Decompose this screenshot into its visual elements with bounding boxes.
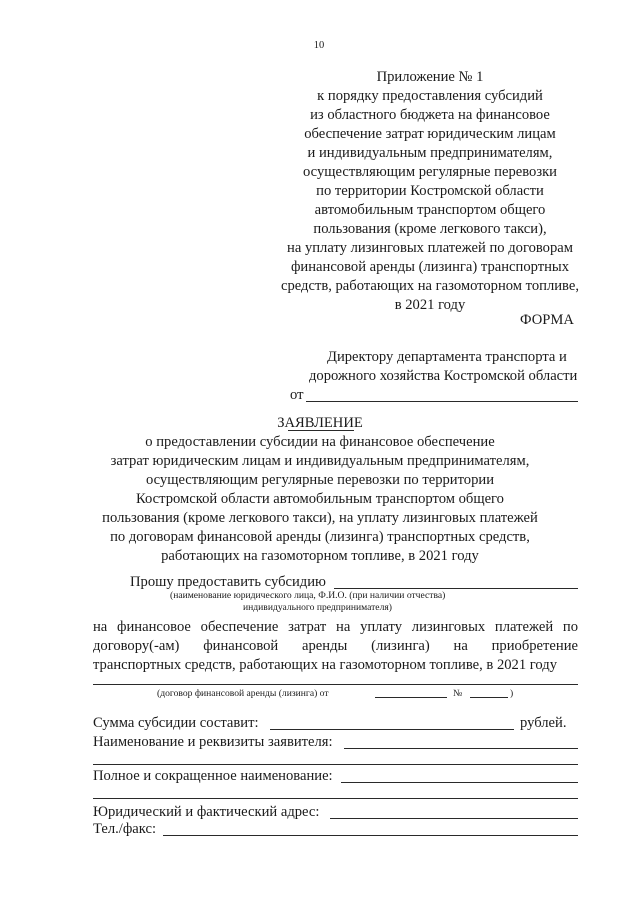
appendix-line: финансовой аренды (лизинга) транспортных [290, 259, 570, 275]
contract-date-field[interactable] [375, 697, 447, 698]
subtitle-line: пользования (кроме легкового такси), на уплату лизинговых платежей [102, 510, 538, 526]
request-body-line-3: транспортных средств, работающих на газомоторном топливе, в 2021 году [93, 657, 558, 673]
applicant-name-field[interactable] [334, 588, 578, 589]
applicant-name-hint-1: (наименование юридического лица, Ф.И.О. (при наличии отчества) [170, 590, 446, 601]
request-label: Прошу предоставить субсидию [130, 574, 326, 590]
subsidy-amount-label: Сумма субсидии составит: [93, 715, 259, 731]
subtitle-line: Костромской области автомобильным транспортом общего [136, 491, 504, 507]
request-body-line-1: на финансовое обеспечение затрат на уплату лизинговых платежей по [93, 619, 578, 635]
appendix-line: по территории Костромской области [316, 183, 544, 199]
contract-field[interactable] [93, 684, 578, 685]
phone-fax-label: Тел./факс: [93, 821, 157, 837]
appendix-line: средств, работающих на газомоторном топливе, [280, 278, 579, 294]
addressee-line-2: дорожного хозяйства Костромской области [309, 368, 578, 384]
address-field[interactable] [330, 818, 578, 819]
contract-hint-suffix: ) [510, 688, 514, 699]
appendix-line: и индивидуальным предпринимателям, [307, 145, 553, 161]
appendix-line: в 2021 году [394, 297, 466, 313]
contract-number-field[interactable] [470, 697, 508, 698]
full-short-name-label: Полное и сокращенное наименование: [93, 768, 333, 784]
full-short-name-field[interactable] [341, 782, 578, 783]
subtitle-line: работающих на газомоторном топливе, в 2021 году [161, 548, 479, 564]
appendix-line: на уплату лизинговых платежей по договорам [287, 240, 573, 256]
subsidy-amount-unit: рублей. [520, 715, 567, 731]
appendix-line: к порядку предоставления субсидий [317, 88, 543, 104]
subtitle-line: осуществляющим регулярные перевозки по территории [145, 472, 495, 488]
phone-fax-field[interactable] [163, 835, 578, 836]
applicant-details-field[interactable] [344, 748, 578, 749]
appendix-line: Приложение № 1 [376, 69, 484, 85]
addressee-from-field[interactable] [306, 401, 578, 402]
contract-hint-prefix: (договор финансовой аренды (лизинга) от [157, 688, 329, 699]
addressee-from-label: от [290, 387, 304, 403]
title-underline [288, 430, 354, 431]
address-label: Юридический и фактический адрес: [93, 804, 320, 820]
addressee-line-1: Директору департамента транспорта и [327, 349, 567, 365]
appendix-line: осуществляющим регулярные перевозки [303, 164, 557, 180]
appendix-line: из областного бюджета на финансовое [310, 107, 550, 123]
appendix-line: пользования (кроме легкового такси), [313, 221, 547, 237]
applicant-name-hint-2: индивидуального предпринимателя) [243, 602, 392, 613]
subsidy-amount-field[interactable] [270, 729, 514, 730]
appendix-line: обеспечение затрат юридическим лицам [304, 126, 556, 142]
full-short-name-field-2[interactable] [93, 798, 578, 799]
contract-hint-no: № [453, 688, 463, 699]
applicant-details-label: Наименование и реквизиты заявителя: [93, 734, 333, 750]
form-label: ФОРМА [520, 312, 574, 328]
subtitle-line: затрат юридическим лицам и индивидуальным предпринимателям, [110, 453, 530, 469]
subtitle-line: о предоставлении субсидии на финансовое обеспечение [145, 434, 495, 450]
request-body-line-2: договору(-ам) финансовой аренды (лизинга) на приобретение [93, 638, 578, 654]
document-title: ЗАЯВЛЕНИЕ [277, 415, 363, 431]
appendix-line: автомобильным транспортом общего [314, 202, 546, 218]
page-number: 10 [313, 40, 325, 51]
subtitle-line: по договорам финансовой аренды (лизинга) транспортных средств, [110, 529, 530, 545]
applicant-details-field-2[interactable] [93, 764, 578, 765]
